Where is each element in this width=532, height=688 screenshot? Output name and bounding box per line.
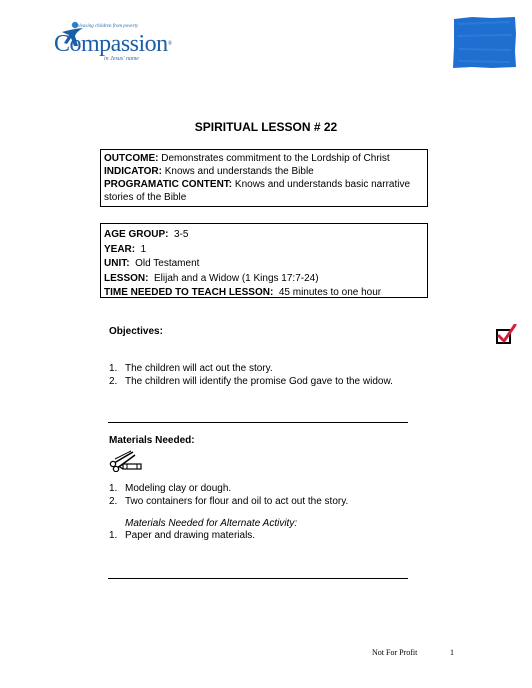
checkbox-check-icon xyxy=(495,324,517,346)
logo-tagline: Releasing children from poverty xyxy=(74,24,139,29)
alternate-materials-list xyxy=(109,530,429,543)
list-item: 1. Paper and drawing materials. xyxy=(109,530,256,541)
outcome-line: OUTCOME: Demonstrates commitment to the Lordship of Christ xyxy=(104,153,390,164)
materials-heading: Materials Needed: xyxy=(109,435,195,446)
outcome-box xyxy=(100,149,428,207)
unit-line: UNIT: Old Testament xyxy=(104,258,200,269)
page-number: 1 xyxy=(450,648,454,657)
footer-text: Not For Profit xyxy=(372,648,418,657)
list-item: 2. Two containers for flour and oil to act out the story. xyxy=(109,495,349,507)
scissors-crayon-icon xyxy=(109,450,143,472)
objectives-list xyxy=(109,363,429,388)
page-title: SPIRITUAL LESSON # 22 xyxy=(194,120,338,134)
materials-list xyxy=(109,483,429,508)
compassion-logo xyxy=(52,20,172,70)
logo-subline: in Jesus' name xyxy=(104,56,139,62)
list-item: 2. The children will identify the promise God gave to the widow. xyxy=(109,375,393,387)
lesson-info-box xyxy=(100,223,428,298)
blue-paint-block xyxy=(452,16,517,69)
year-line: YEAR: 1 xyxy=(104,243,147,255)
objectives-heading: Objectives: xyxy=(109,326,163,337)
alternate-materials-heading: Materials Needed for Alternate Activity: xyxy=(125,518,298,529)
section-divider xyxy=(108,422,408,423)
content-line: PROGRAMATIC CONTENT: Knows and understands basic narrative stories of the Bible xyxy=(104,179,411,203)
lesson-line: LESSON: Elijah and a Widow (1 Kings 17:7-24) xyxy=(104,272,319,284)
section-divider xyxy=(108,578,408,579)
list-item: 1. The children will act out the story. xyxy=(109,363,273,374)
logo-wordmark: Compassion® xyxy=(54,31,172,57)
time-line: TIME NEEDED TO TEACH LESSON: 45 minutes to one hour xyxy=(104,287,382,298)
list-item: 1. Modeling clay or dough. xyxy=(109,483,232,494)
indicator-line: INDICATOR: Knows and understands the Bible xyxy=(104,166,314,177)
age-group-line: AGE GROUP: 3-5 xyxy=(104,229,189,240)
